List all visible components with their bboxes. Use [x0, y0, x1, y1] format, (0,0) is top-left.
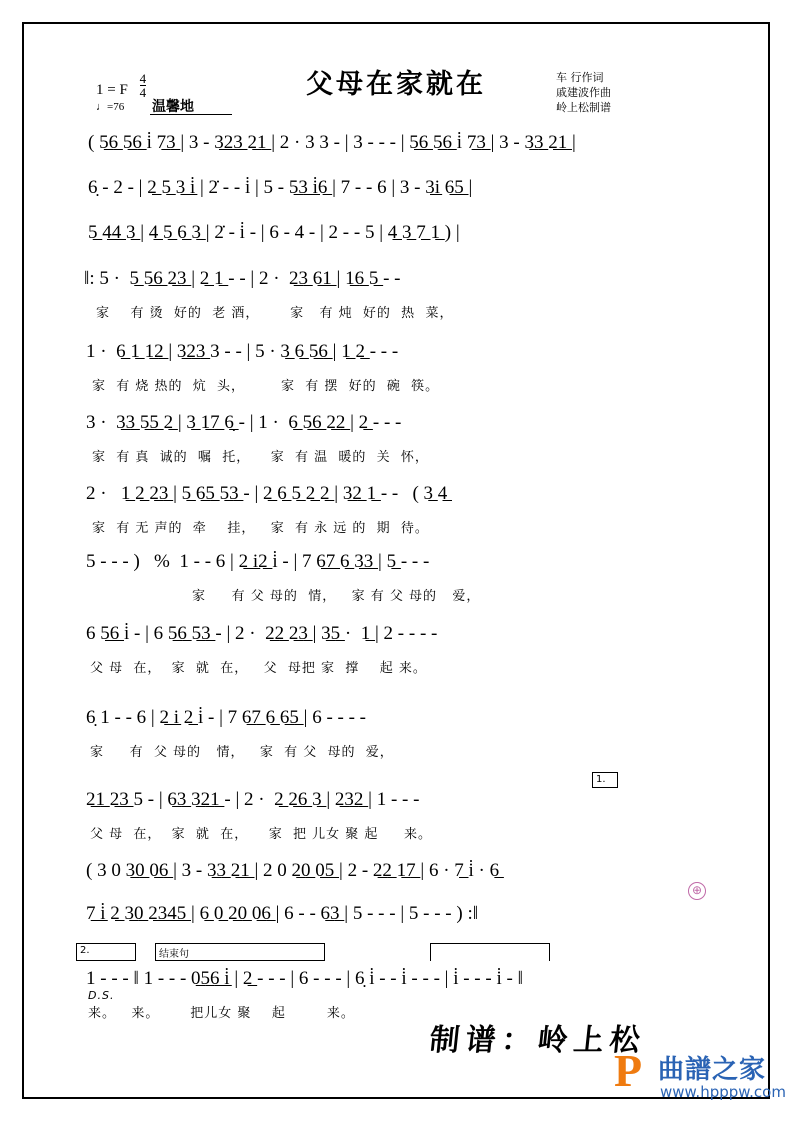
- lyrics-line: 家 有 无 声的 牵 挂， 家 有 永 远 的 期 待。: [92, 521, 429, 536]
- time-signature-denominator: 4: [139, 85, 147, 100]
- time-signature-numerator: 4: [139, 71, 147, 86]
- lyrics-line: 父 母 在， 家 就 在， 家 把 儿女 聚 起 来。: [90, 827, 433, 842]
- notes-line: ( 3 0 3̲0̲ 0̲6̲ | 3 - 3̲3̲ 2̲1̲ | 2 0 2̲0̲ 0̲5̲ | 2 - 2̲2̲ 1̲7̲ | 6 · 7̲ i̇ · 6̲: [86, 860, 500, 881]
- coda-bracket: 结束句: [155, 943, 325, 961]
- logo-mark-icon: P: [614, 1045, 643, 1096]
- notes-line: 6̣ 1 - - 6 | 2̲ i̲ 2̲ i̇ - | 7 6̲7̲ 6̲ 6̲5̲ | 6 - - - -: [86, 707, 367, 728]
- lyrics-line: 家 有 烧 热的 炕 头， 家 有 摆 好的 碗 筷。: [92, 379, 440, 394]
- notes-line: 3 · 3̲3̲ 5̲5̲ 2̲ | 3̲ 1̲7̲ 6̣̲ - | 1 · 6̲ 5̲6̲ 2̲2̲ | 2̲ - - -: [86, 412, 402, 433]
- notes-line: 5 - - - ) % 1 - - 6 | 2̲ i̲2̲ i̇ - | 7 6̲7̲ 6̲ 3̲3̲ | 5̲ - - -: [86, 551, 430, 572]
- page-title: 父母在家就在: [306, 69, 486, 100]
- notes-line: 6̣ - 2 - | 2̲ 5̲ 3̲ i̲̇ | 2̇ - - i̇ | 5 - 5̲3̲ i̲̇6̲ | 7 - - 6 | 3 - 3̲i̲ 6̲5̲ |: [88, 177, 473, 198]
- lyrics-line: 家 有 真 诚的 嘱 托， 家 有 温 暖的 关 怀，: [92, 450, 429, 465]
- notes-line: 2̲1̲ 2̲3̲ 5 - | 6̲3̲ 3̲2̲1̲ - | 2 · 2̲ 2̲6̲ 3̲ | 2̲3̲2̲ | 1 - - -: [86, 789, 420, 810]
- lyrics-line: 家 有 父 母的 情， 家 有 父 母的 爱，: [90, 745, 394, 760]
- notes-line: 1 - - - ‖ 1 - - - 0̲5̲6̲ i̲̇ | 2̲ - - - | 6 - - - | 6̣ i̇ - - i̇ - - - | i̇ - - - i̇ - ‖: [86, 968, 523, 989]
- credits: [556, 70, 611, 115]
- second-ending-bracket: 2.: [76, 943, 136, 961]
- notes-line: 2 · 1̲ 2̲ 2̲3̲ | 5̲ 6̲5̲ 5̲3̲ - | 2̲ 6̲ 5̲ 2̲ 2̲ | 3̲2̲ 1̲ - - ( 3̲ 4̲: [86, 483, 448, 504]
- coda-icon: ⊕: [688, 882, 706, 900]
- ending-bracket-3: [430, 943, 550, 961]
- lyrics-line: 父 母 在， 家 就 在， 父 母把 家 撑 起 来。: [90, 661, 427, 676]
- ds-marking: D.S.: [88, 989, 115, 1002]
- credit-composer: 戚建波作曲: [556, 86, 611, 99]
- notes-line: 1 · 6̲ 1̲ 1̲2̲ | 3̲2̲3̲ 3 - - | 5 · 3̲ 6̲ 5̲6̲ | 1̲ 2̲ - - -: [86, 341, 399, 362]
- logo-brand: 曲譜之家: [658, 1055, 767, 1085]
- site-logo: [614, 1045, 786, 1109]
- credit-lyricist: 车 行作词: [556, 71, 604, 84]
- lyrics-line: 家 有 父 母的 情， 家 有 父 母的 爱，: [192, 589, 481, 604]
- key-signature-text: 1 = F: [96, 82, 128, 98]
- first-ending-bracket: 1.: [592, 772, 618, 788]
- credit-transcriber: 岭上松制谱: [556, 101, 611, 114]
- mood-underline: [150, 114, 232, 115]
- tempo-marking: ♩=76: [96, 101, 125, 113]
- logo-url: www.hpppw.com: [660, 1083, 786, 1101]
- lyrics-line: 家 有 烫 好的 老 酒， 家 有 炖 好的 热 菜，: [96, 306, 454, 321]
- notes-line: ‖: 5 · 5̲ 5̲6̲ 2̲3̲ | 2̲ 1̲ - - | 2 · 2̲3̲ 6̲1̲ | 1̲6̲ 5̲ - -: [84, 268, 401, 289]
- notes-line: 5̲ 4̲4̲ 3̲ | 4̲ 5̲ 6̲ 3̲ | 2̇ - i̇ - | 6 - 4 - | 2 - - 5 | 4̲ 3̲ 7̲ 1̲ ) |: [88, 222, 460, 243]
- notes-line: 7̲ i̲̇ 2̲ 3̲0̲ 2̲3̲4̲5̲ | 6̲ 0̲ 2̲0̲ 0̲6̲ | 6 - - 6̲3̲ | 5 - - - | 5 - - - ) :‖: [86, 903, 479, 924]
- lyrics-line: 来。 来。 把儿女 聚 起 来。: [88, 1006, 355, 1021]
- transcriber-signature: 制谱：岭上松: [427, 1023, 648, 1058]
- notes-line: 6 5̲6̲ i̇ - | 6 5̲6̲ 5̲3̲ - | 2 · 2̲2̲ 2̲3̲ | 3̲5̲ · 1̲ | 2 - - - -: [86, 623, 438, 644]
- mood-marking: 温馨地: [152, 99, 194, 115]
- notes-line: ( 5̲6̲ 5̲6̲ i̇ 7̲3̲ | 3 - 3̲2̲3̲ 2̲1̲ | 2 · 3 3 - | 3 - - - | 5̲6̲ 5̲6̲ i̇ 7̲3̲ | 3 - 3̲3̲ 2̲1̲ |: [88, 132, 576, 153]
